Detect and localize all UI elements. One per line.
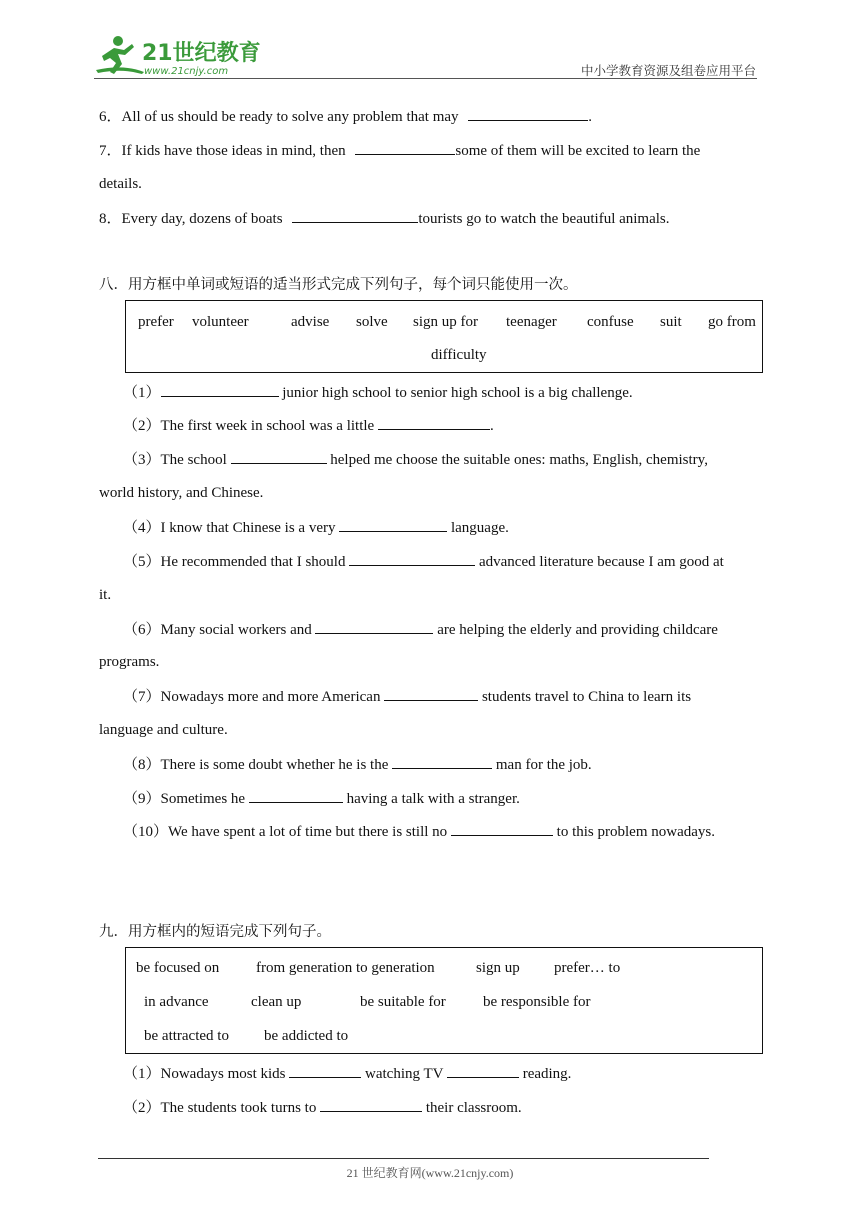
item-9: （9）Sometimes he having a talk with a stranger. <box>123 788 520 809</box>
answer-blank[interactable] <box>231 449 327 464</box>
question-8: 8．Every day, dozens of boats tourists go to watch the beautiful animals. <box>99 208 670 229</box>
section-8-title: 八．用方框中单词或短语的适当形式完成下列句子，每个词只能使用一次。 <box>99 277 578 293</box>
logo-url: www.21cnjy.com <box>144 66 229 77</box>
item-2: （2）The first week in school was a little . <box>123 415 494 436</box>
phrase-item: from generation to generation <box>256 960 435 976</box>
phrase-item: be focused on <box>136 960 220 976</box>
item-7: （7）Nowadays more and more American students travel to China to learn its <box>123 686 691 707</box>
answer-blank[interactable] <box>468 106 588 121</box>
answer-blank[interactable] <box>161 382 279 397</box>
footer-divider <box>98 1158 709 1159</box>
answer-blank[interactable] <box>292 208 418 223</box>
answer-blank[interactable] <box>378 415 490 430</box>
word-item: difficulty <box>431 347 487 363</box>
word-box <box>125 300 763 373</box>
answer-blank[interactable] <box>315 619 433 634</box>
phrase-item: be responsible for <box>483 994 591 1010</box>
item-7-continued: language and culture. <box>99 722 228 738</box>
answer-blank[interactable] <box>451 821 553 836</box>
phrase-item: be attracted to <box>144 1028 229 1044</box>
item-3: （3）The school helped me choose the suitable ones: maths, English, chemistry, <box>123 449 708 470</box>
site-logo <box>94 34 264 78</box>
s9-item-1: （1）Nowadays most kids watching TV reading. <box>123 1063 571 1084</box>
answer-blank[interactable] <box>355 140 455 155</box>
answer-blank[interactable] <box>249 788 343 803</box>
answer-blank[interactable] <box>447 1063 519 1078</box>
question-7-continued: details. <box>99 176 142 192</box>
phrase-item: prefer… to <box>554 960 621 976</box>
footer-text: 21 世纪教育网(www.21cnjy.com) <box>346 1166 514 1180</box>
answer-blank[interactable] <box>339 517 447 532</box>
item-6: （6）Many social workers and are helping the elderly and providing childcare <box>123 619 718 640</box>
header-platform-text: 中小学教育资源及组卷应用平台 <box>580 63 756 78</box>
section-9-title: 九．用方框内的短语完成下列句子。 <box>99 924 331 940</box>
word-item: solve <box>356 314 388 330</box>
item-10: （10）We have spent a lot of time but there is still no to this problem nowadays. <box>123 821 715 842</box>
phrase-box <box>125 947 763 1054</box>
answer-blank[interactable] <box>349 551 475 566</box>
question-7: 7．If kids have those ideas in mind, then some of them will be excited to learn the <box>99 140 700 161</box>
logo-text: 21世纪教育 <box>142 41 261 66</box>
word-item: confuse <box>587 314 634 330</box>
answer-blank[interactable] <box>289 1063 361 1078</box>
word-item: go from <box>708 314 756 330</box>
phrase-item: sign up <box>476 960 520 976</box>
phrase-item: clean up <box>251 994 302 1010</box>
word-item: sign up for <box>413 314 478 330</box>
item-6-continued: programs. <box>99 654 160 670</box>
header-divider <box>94 78 757 79</box>
question-6: 6．All of us should be ready to solve any problem that may . <box>99 106 592 127</box>
item-5-continued: it. <box>99 587 112 603</box>
word-item: suit <box>660 314 682 330</box>
phrase-item: be addicted to <box>264 1028 349 1044</box>
s9-item-2: （2）The students took turns to their classroom. <box>123 1097 522 1118</box>
word-item: volunteer <box>192 314 249 330</box>
item-3-continued: world history, and Chinese. <box>99 485 264 501</box>
answer-blank[interactable] <box>392 754 492 769</box>
word-item: advise <box>291 314 330 330</box>
item-5: （5）He recommended that I should advanced literature because I am good at <box>123 551 724 572</box>
word-item: teenager <box>506 314 557 330</box>
phrase-item: in advance <box>144 994 209 1010</box>
answer-blank[interactable] <box>320 1097 422 1112</box>
word-item: prefer <box>138 314 174 330</box>
answer-blank[interactable] <box>384 686 478 701</box>
phrase-item: be suitable for <box>360 994 446 1010</box>
item-8: （8）There is some doubt whether he is the man for the job. <box>123 754 592 775</box>
item-1: （1） junior high school to senior high school is a big challenge. <box>123 382 633 403</box>
item-4: （4）I know that Chinese is a very language. <box>123 517 509 538</box>
